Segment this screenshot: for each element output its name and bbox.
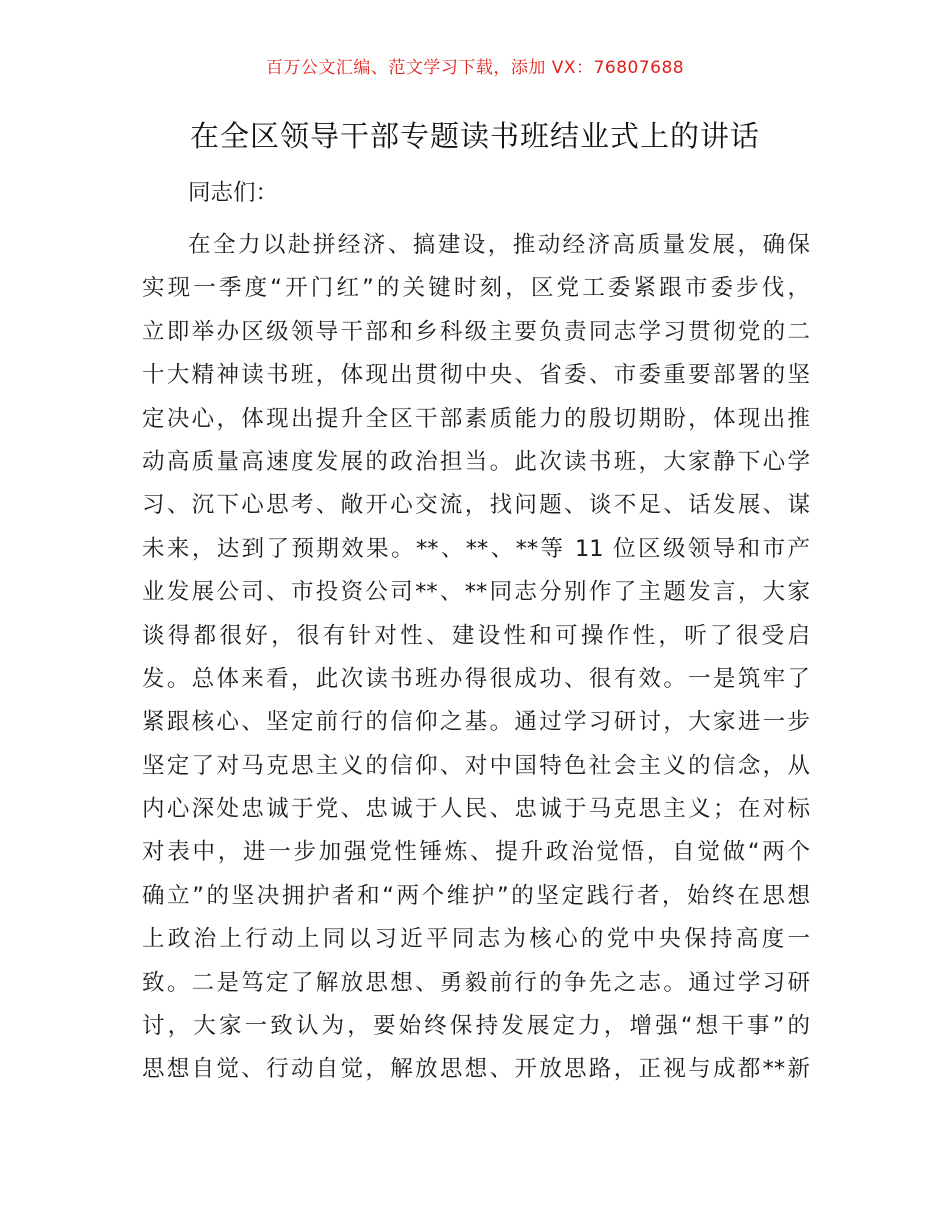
body-line: 实现一季度“开门红”的关键时刻，区党工委紧跟市委步伐， [142, 275, 810, 302]
body-line: 确立”的坚决拥护者和“两个维护”的坚定践行者，始终在思想 [142, 882, 810, 909]
body-line: 动高质量高速度发展的政治担当。此次读书班，大家静下心学 [142, 448, 810, 475]
body-line: 定决心，体现出提升全区干部素质能力的殷切期盼，体现出推 [142, 405, 810, 432]
body-line: 内心深处忠诚于党、忠诚于人民、忠诚于马克思主义；在对标 [142, 796, 810, 823]
body-line: 未来，达到了预期效果。**、**、**等 11 位区级领导和市产 [142, 535, 810, 562]
body-line: 在全力以赴拼经济、搞建设，推动经济高质量发展，确保 [188, 232, 810, 258]
body-line: 发。总体来看，此次读书班办得很成功、很有效。一是筑牢了 [142, 665, 810, 692]
salutation: 同志们： [188, 180, 279, 206]
body-line: 讨，大家一致认为，要始终保持发展定力，增强“想干事”的 [142, 1013, 810, 1040]
body-line: 致。二是笃定了解放思想、勇毅前行的争先之志。通过学习研 [142, 969, 810, 996]
body-line: 谈得都很好，很有针对性、建设性和可操作性，听了很受启 [142, 622, 810, 649]
body-line: 思想自觉、行动自觉，解放思想、开放思路，正视与成都**新 [142, 1056, 810, 1083]
body-line: 立即举办区级领导干部和乡科级主要负责同志学习贯彻党的二 [142, 318, 810, 345]
body-line: 习、沉下心思考、敞开心交流，找问题、谈不足、话发展、谋 [142, 492, 810, 519]
body-line: 业发展公司、市投资公司**、**同志分别作了主题发言，大家 [142, 579, 810, 606]
body-paragraph [142, 224, 810, 1092]
body-line: 紧跟核心、坚定前行的信仰之基。通过学习研讨，大家进一步 [142, 709, 810, 736]
body-line: 十大精神读书班，体现出贯彻中央、省委、市委重要部署的坚 [142, 362, 810, 389]
document-title: 在全区领导干部专题读书班结业式上的讲话 [189, 119, 760, 153]
header-banner: 百万公文汇编、范文学习下载，添加 VX：76807688 [265, 58, 685, 78]
body-line: 坚定了对马克思主义的信仰、对中国特色社会主义的信念，从 [142, 752, 810, 779]
body-line: 上政治上行动上同以习近平同志为核心的党中央保持高度一 [142, 926, 810, 953]
body-line: 对表中，进一步加强党性锤炼、提升政治觉悟，自觉做“两个 [142, 839, 810, 866]
